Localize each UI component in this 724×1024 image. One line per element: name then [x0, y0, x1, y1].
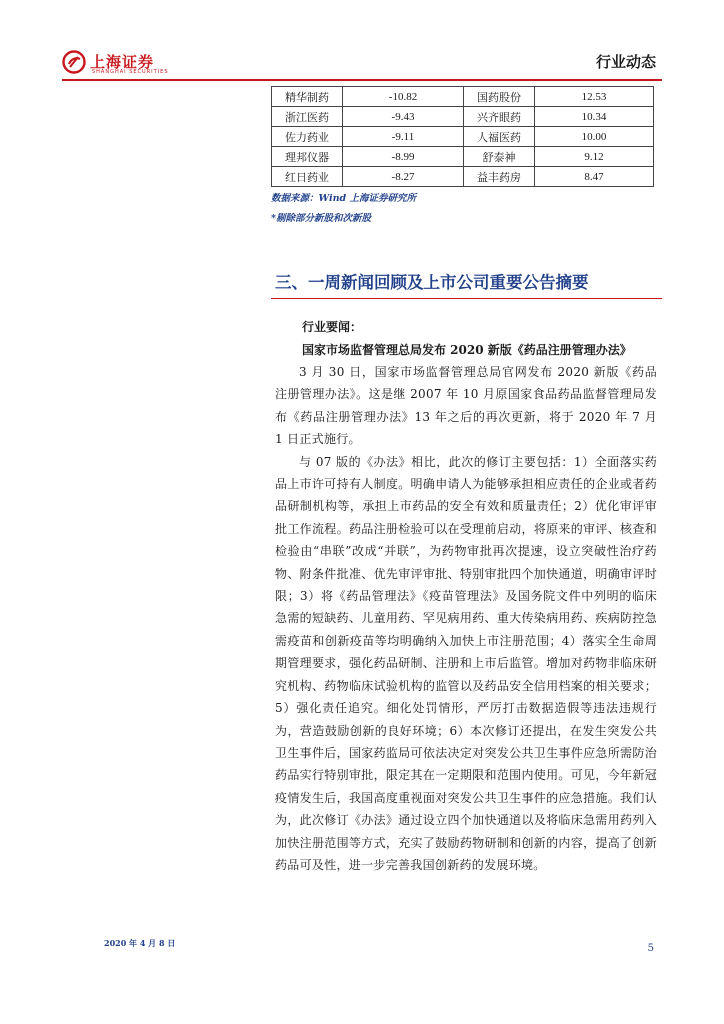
table-cell: 红日药业: [272, 167, 343, 187]
stock-performance-table: [271, 86, 654, 187]
logo-subtext: SHANGHAI SECURITIES: [92, 69, 169, 75]
article-body: [275, 361, 657, 876]
table-cell: 8.47: [535, 167, 654, 187]
table-cell: 12.53: [535, 87, 654, 107]
table-cell: 浙江医药: [272, 107, 343, 127]
page-header: [0, 0, 724, 84]
header-divider: [62, 79, 662, 81]
page-number: 5: [647, 943, 654, 954]
table-cell: 9.12: [535, 147, 654, 167]
table-cell: -8.27: [343, 167, 464, 187]
table-cell: -9.43: [343, 107, 464, 127]
table-cell: -9.11: [343, 127, 464, 147]
section-heading: 三、一周新闻回顾及上市公司重要公告摘要: [275, 273, 589, 292]
table-row: [272, 167, 654, 187]
table-footnote: *剔除部分新股和次新股: [271, 213, 371, 224]
table-cell: 人福医药: [464, 127, 535, 147]
table-cell: 10.00: [535, 127, 654, 147]
table-cell: 佐力药业: [272, 127, 343, 147]
table-cell: 10.34: [535, 107, 654, 127]
logo-text: 上海证券: [90, 53, 155, 71]
data-source-note: 数据来源：Wind 上海证券研究所: [271, 193, 416, 204]
table-cell: 兴齐眼药: [464, 107, 535, 127]
table-row: [272, 87, 654, 107]
table-cell: 精华制药: [272, 87, 343, 107]
company-logo: [62, 50, 202, 78]
section-divider: [271, 298, 662, 299]
table-cell: -8.99: [343, 147, 464, 167]
paragraph: 与 07 版的《办法》相比，此次的修订主要包括：1）全面落实药品上市许可持有人制度。明确申请人为能够承担相应责任的企业或者药品研制机构等，承担上市药品的安全有效和质量责任；2）优化审评审批工作流程。药品注册检验可以在受理前启动，将原来的审评、核查和检验由“串联”改成“并联”，为药物审批再次提速，设立突破性治疗药物、附条件批准、优先审评审批、特别审批四个加快通道，明确审评时限；3）将《药品管理法》《疫苗管理法》及国务院文件中列明的临床急需的短缺药、儿童用药、罕见病用药、重大传染病用药、疾病防控急需疫苗和创新疫苗等均明确纳入加快上市注册范围；4）落实全生命周期管理要求，强化药品研制、注册和上市后监管。增加对药物非临床研究机构、药物临床试验机构的监管以及药品安全信用档案的相关要求；5）强化责任追究。细化处罚情形，严厉打击数据造假等违法违规行为，营造鼓励创新的良好环境；6）本次修订还提出，在发生突发公共卫生事件后，国家药监局可依法决定对突发公共卫生事件应急所需防治药品实行特别审批，限定其在一定期限和范围内使用。可见，今年新冠疫情发生后，我国高度重视面对突发公共卫生事件的应急措施。我们认为，此次修订《办法》通过设立四个加快通道以及将临床急需用药列入加快注册范围等方式，充实了鼓励药物研制和创新的内容，提高了创新药品可及性，进一步完善我国创新药的发展环境。: [275, 454, 657, 872]
table-cell: 国药股份: [464, 87, 535, 107]
footer-date: 2020 年 4 月 8 日: [104, 938, 176, 948]
table-cell: 益丰药房: [464, 167, 535, 187]
table-cell: 舒泰神: [464, 147, 535, 167]
table-row: [272, 147, 654, 167]
section-label: 行业动态: [595, 53, 656, 71]
table-cell: 理邦仪器: [272, 147, 343, 167]
paragraph: 3 月 30 日，国家市场监督管理总局官网发布 2020 新版《药品注册管理办法》。这是继 2007 年 10 月原国家食品药品监督管理局发布《药品注册管理办法》13 年之后的再次更新，将于 2020 年 7 月 1 日正式施行。: [275, 365, 657, 447]
news-title: 国家市场监督管理总局发布 2020 新版《药品注册管理办法》: [302, 343, 632, 357]
table-row: [272, 107, 654, 127]
logo-emblem-icon: [62, 50, 86, 74]
subheading: 行业要闻：: [302, 320, 363, 334]
table-row: [272, 127, 654, 147]
table-cell: -10.82: [343, 87, 464, 107]
